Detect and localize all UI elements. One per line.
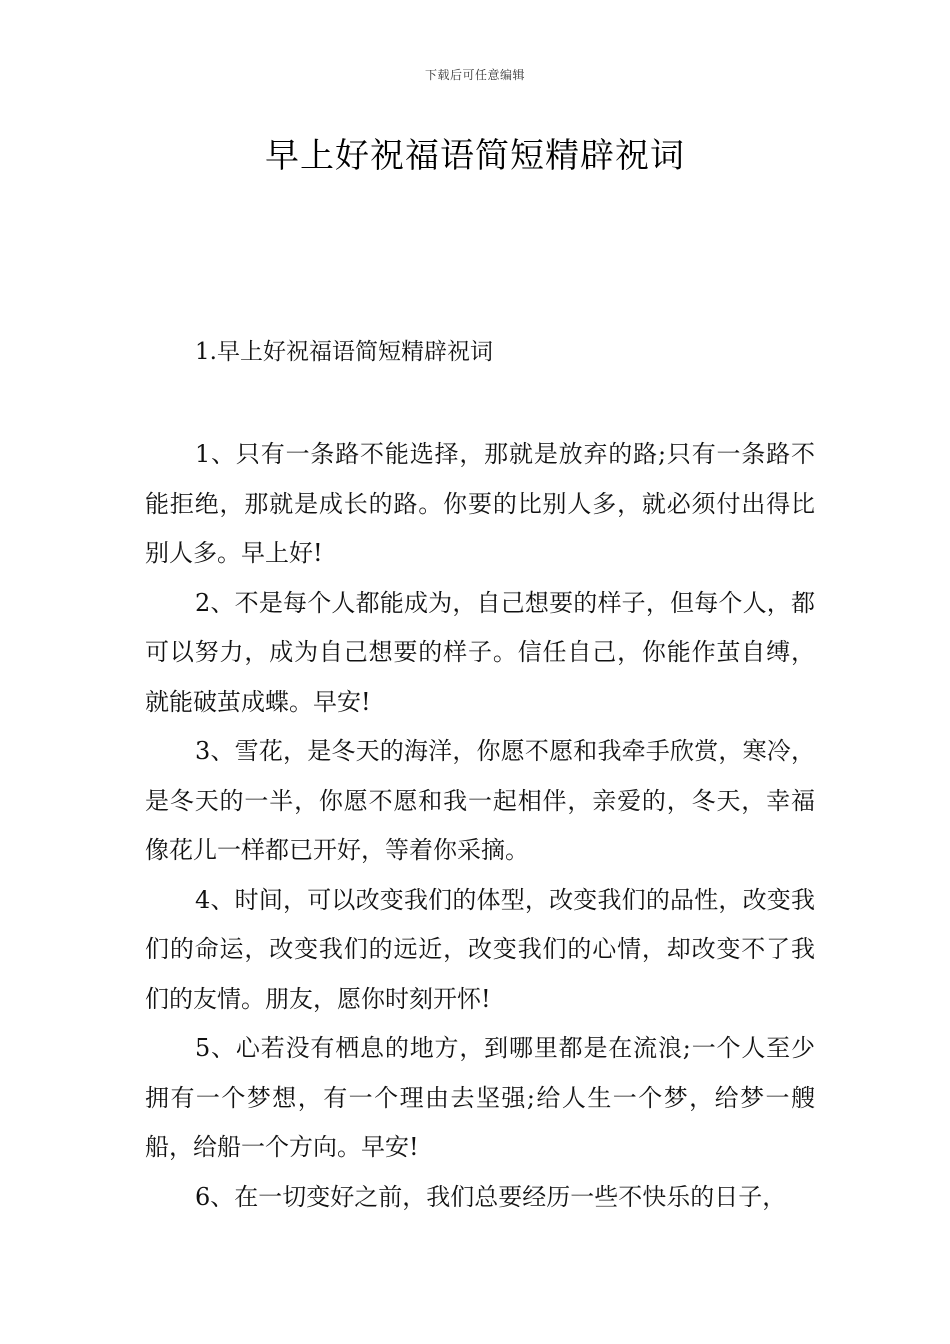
paragraph-1: 1、只有一条路不能选择，那就是放弃的路;只有一条路不能拒绝，那就是成长的路。你要的比别人多，就必须付出得比别人多。早上好! <box>145 440 815 567</box>
header-note: 下载后可任意编辑 <box>424 68 525 82</box>
paragraph-3: 3、雪花，是冬天的海洋，你愿不愿和我牵手欣赏，寒冷，是冬天的一半，你愿不愿和我一起相伴，亲爱的，冬天，幸福像花儿一样都已开好，等着你采摘。 <box>145 737 815 864</box>
paragraph-5: 5、心若没有栖息的地方，到哪里都是在流浪;一个人至少拥有一个梦想，有一个理由去坚强;给人生一个梦，给梦一艘船，给船一个方向。早安! <box>145 1034 815 1161</box>
document-title: 早上好祝福语简短精辟祝词 <box>265 136 685 176</box>
body-text <box>145 430 815 1222</box>
paragraph-2: 2、不是每个人都能成为，自己想要的样子，但每个人，都可以努力，成为自己想要的样子。信任自己，你能作茧自缚，就能破茧成蝶。早安! <box>145 588 815 716</box>
paragraph-6: 6、在一切变好之前，我们总要经历一些不快乐的日子， <box>195 1182 787 1211</box>
section-heading: 1.早上好祝福语简短精辟祝词 <box>195 339 493 365</box>
paragraph-4: 4、时间，可以改变我们的体型，改变我们的品性，改变我们的命运，改变我们的远近，改变我们的心情，却改变不了我们的友情。朋友，愿你时刻开怀! <box>145 885 815 1013</box>
